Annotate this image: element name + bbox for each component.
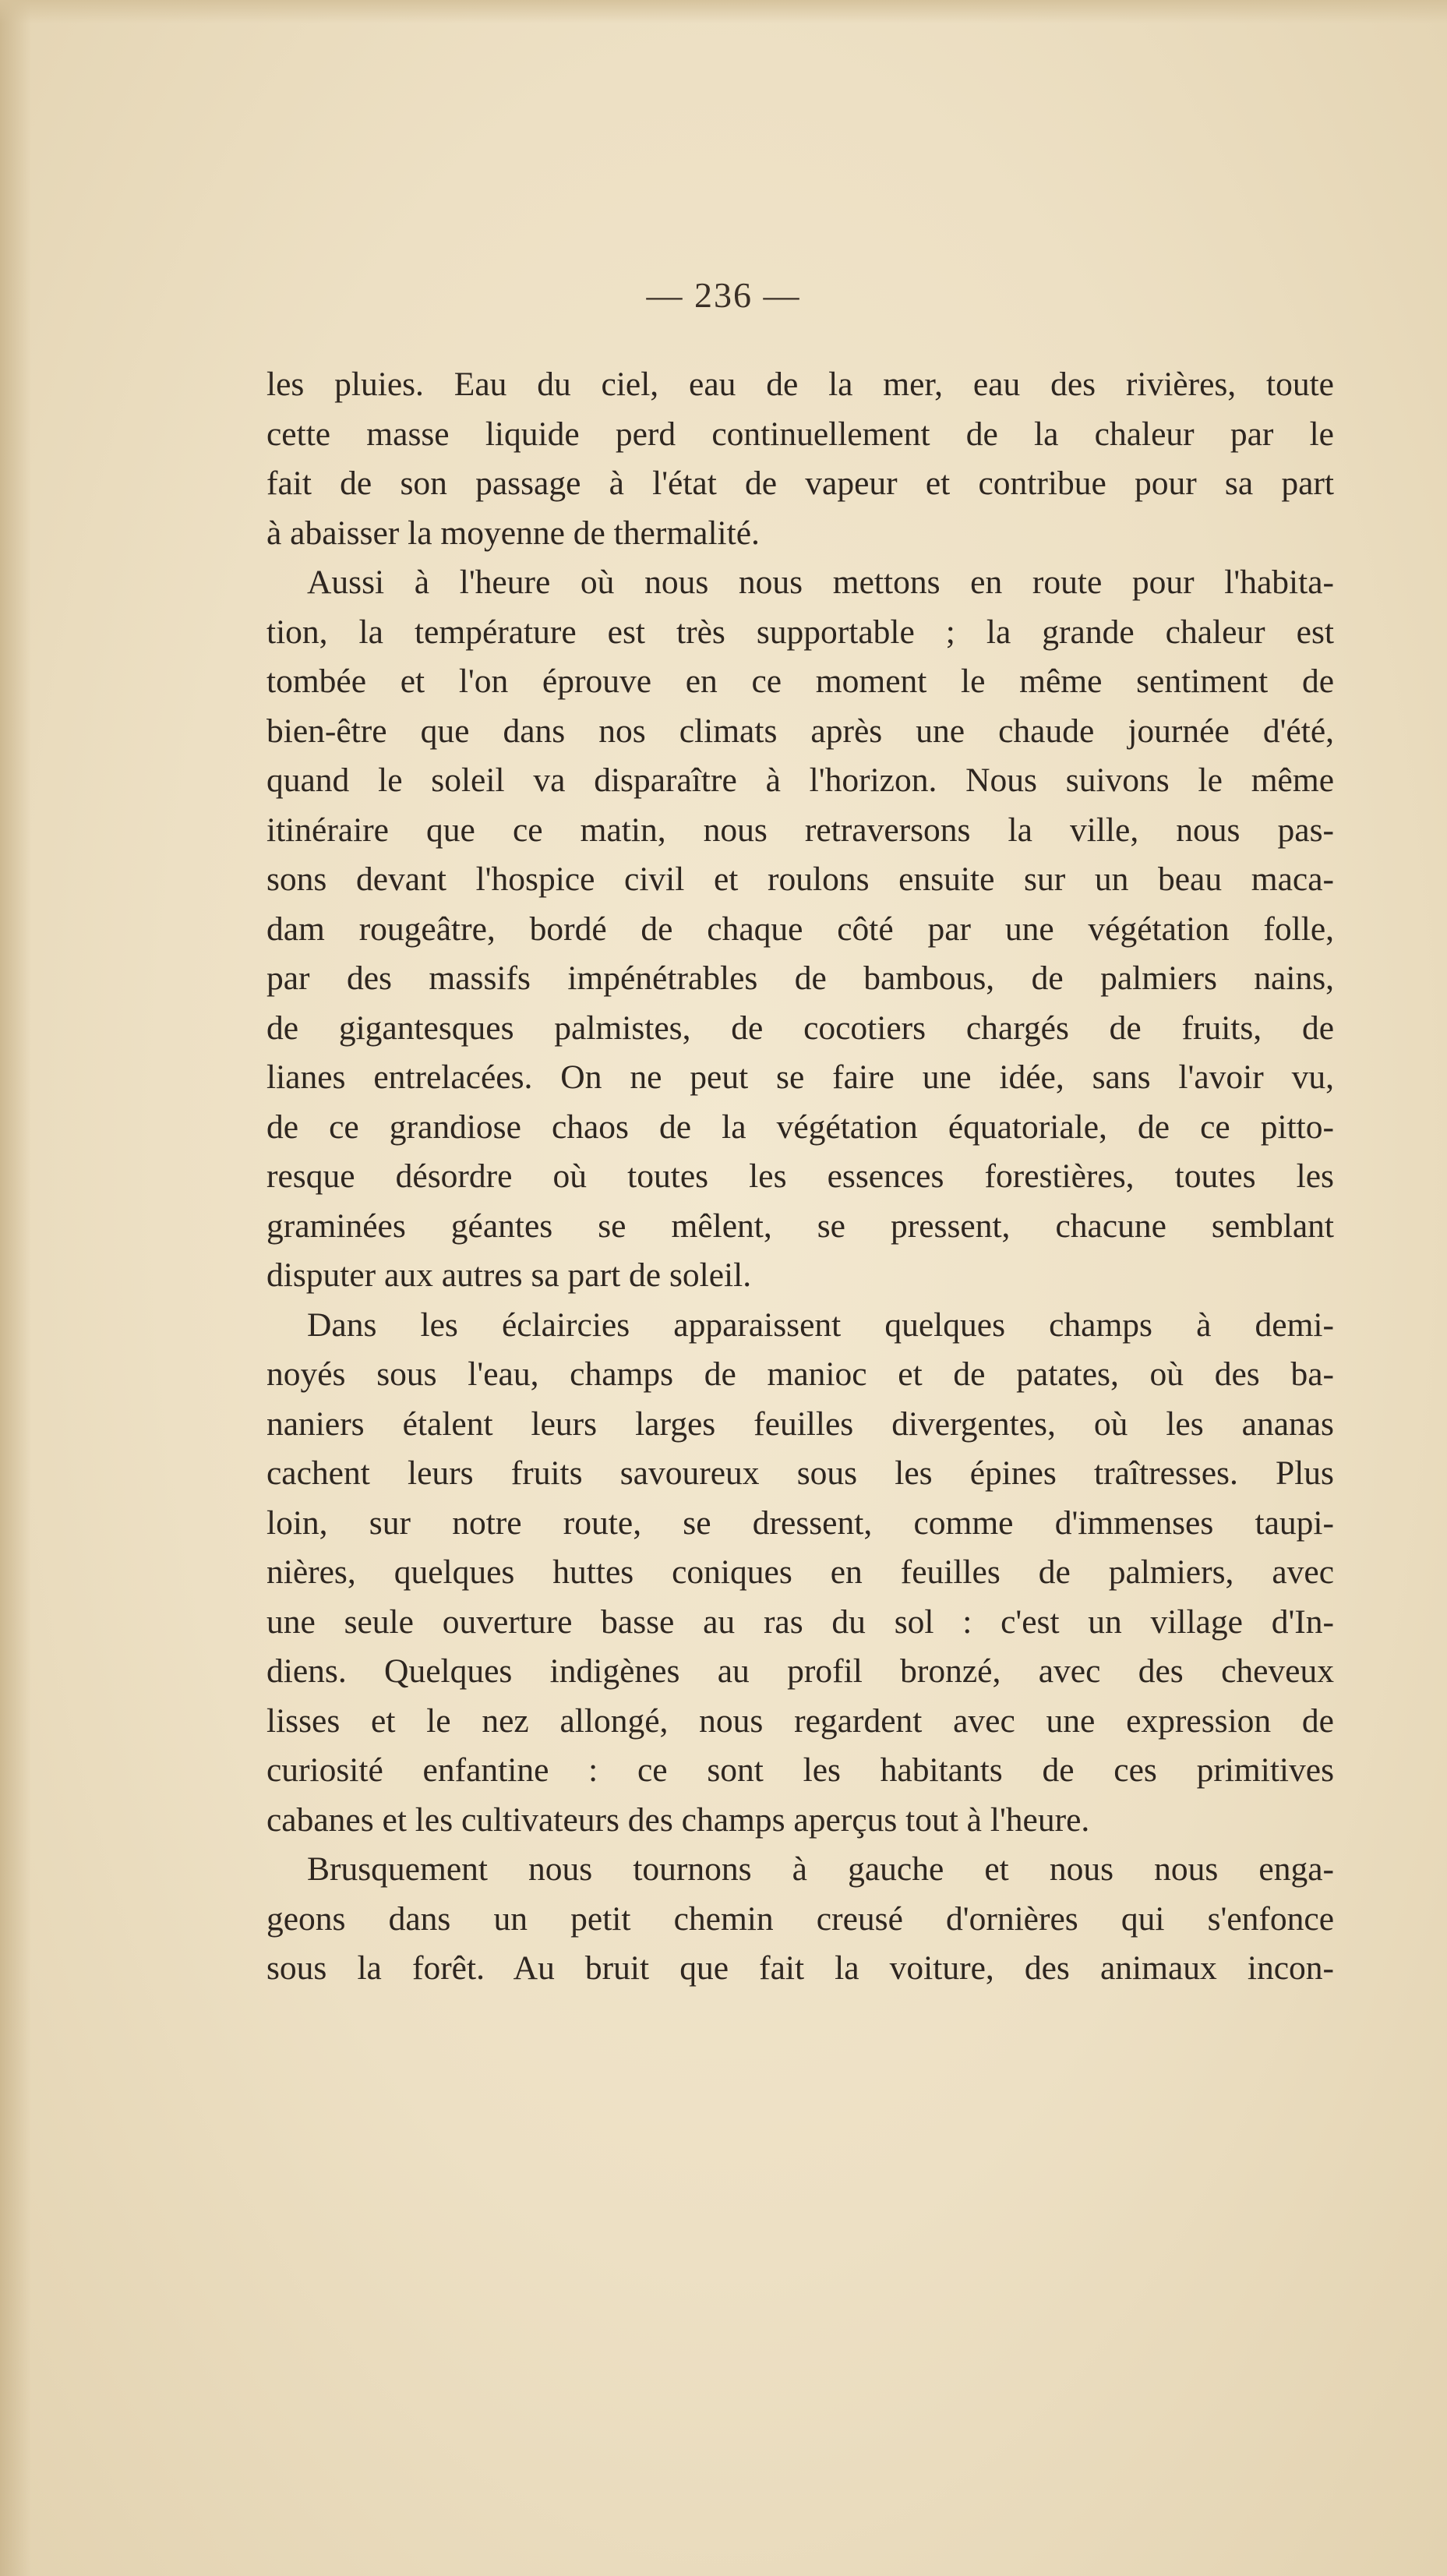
text-line: sons devant l'hospice civil et roulons ensuite sur un beau maca- (266, 860, 1334, 898)
text-line: par des massifs impénétrables de bambous, de palmiers nains, (266, 959, 1334, 997)
text-line: geons dans un petit chemin creusé d'ornières qui s'enfonce (266, 1899, 1334, 1938)
text-line: à abaisser la moyenne de thermalité. (266, 514, 760, 552)
paragraph-1 (266, 360, 1334, 558)
text-line: resque désordre où toutes les essences forestières, toutes les (266, 1157, 1334, 1195)
text-line: cachent leurs fruits savoureux sous les épines traîtresses. Plus (266, 1454, 1334, 1492)
text-line: bien-être que dans nos climats après une chaude journée d'été, (266, 712, 1334, 750)
page-number: — 236 — (646, 275, 801, 315)
text-line: naniers étalent leurs larges feuilles divergentes, où les ananas (266, 1405, 1334, 1443)
text-line: de ce grandiose chaos de la végétation équatoriale, de ce pitto- (266, 1108, 1334, 1146)
text-line: cabanes et les cultivateurs des champs aperçus tout à l'heure. (266, 1800, 1090, 1839)
text-line: tion, la température est très supportable ; la grande chaleur est (266, 613, 1334, 651)
paragraph-3 (266, 1301, 1334, 1846)
text-line: disputer aux autres sa part de soleil. (266, 1256, 752, 1294)
text-line: quand le soleil va disparaître à l'horizon. Nous suivons le même (266, 761, 1334, 799)
text-line: diens. Quelques indigènes au profil bronzé, avec des cheveux (266, 1652, 1334, 1690)
body-text (266, 360, 1334, 1994)
text-line: sous la forêt. Au bruit que fait la voiture, des animaux incon- (266, 1949, 1334, 1987)
text-line: lisses et le nez allongé, nous regardent avec une expression de (266, 1701, 1334, 1740)
text-line: nières, quelques huttes coniques en feuilles de palmiers, avec (266, 1553, 1334, 1591)
page-edge-shadow-left (0, 0, 31, 2576)
text-line: itinéraire que ce matin, nous retraversons la ville, nous pas- (266, 811, 1334, 849)
paragraph-4 (266, 1845, 1334, 1994)
text-line: noyés sous l'eau, champs de manioc et de patates, où des ba- (266, 1355, 1334, 1393)
text-line: lianes entrelacées. On ne peut se faire une idée, sans l'avoir vu, (266, 1058, 1334, 1096)
text-line: de gigantesques palmistes, de cocotiers chargés de fruits, de (266, 1009, 1334, 1047)
text-line: loin, sur notre route, se dressent, comme d'immenses taupi- (266, 1504, 1334, 1542)
text-line: les pluies. Eau du ciel, eau de la mer, eau des rivières, toute (266, 366, 1334, 403)
text-line: Brusquement nous tournons à gauche et nous nous enga- (307, 1850, 1334, 1888)
paragraph-2 (266, 558, 1334, 1301)
text-line: graminées géantes se mêlent, se pressent, chacune semblant (266, 1207, 1334, 1245)
text-line: Aussi à l'heure où nous nous mettons en route pour l'habita- (307, 564, 1334, 601)
text-line: Dans les éclaircies apparaissent quelques champs à demi- (307, 1306, 1334, 1344)
text-line: dam rougeâtre, bordé de chaque côté par une végétation folle, (266, 910, 1334, 948)
text-line: curiosité enfantine : ce sont les habitants de ces primitives (266, 1751, 1334, 1789)
text-line: cette masse liquide perd continuellement de la chaleur par le (266, 415, 1334, 453)
text-line: une seule ouverture basse au ras du sol : c'est un village d'In- (266, 1602, 1334, 1641)
text-line: tombée et l'on éprouve en ce moment le même sentiment de (266, 663, 1334, 700)
text-line: fait de son passage à l'état de vapeur et contribue pour sa part (266, 465, 1334, 502)
page-edge-shadow-top (0, 0, 1447, 23)
